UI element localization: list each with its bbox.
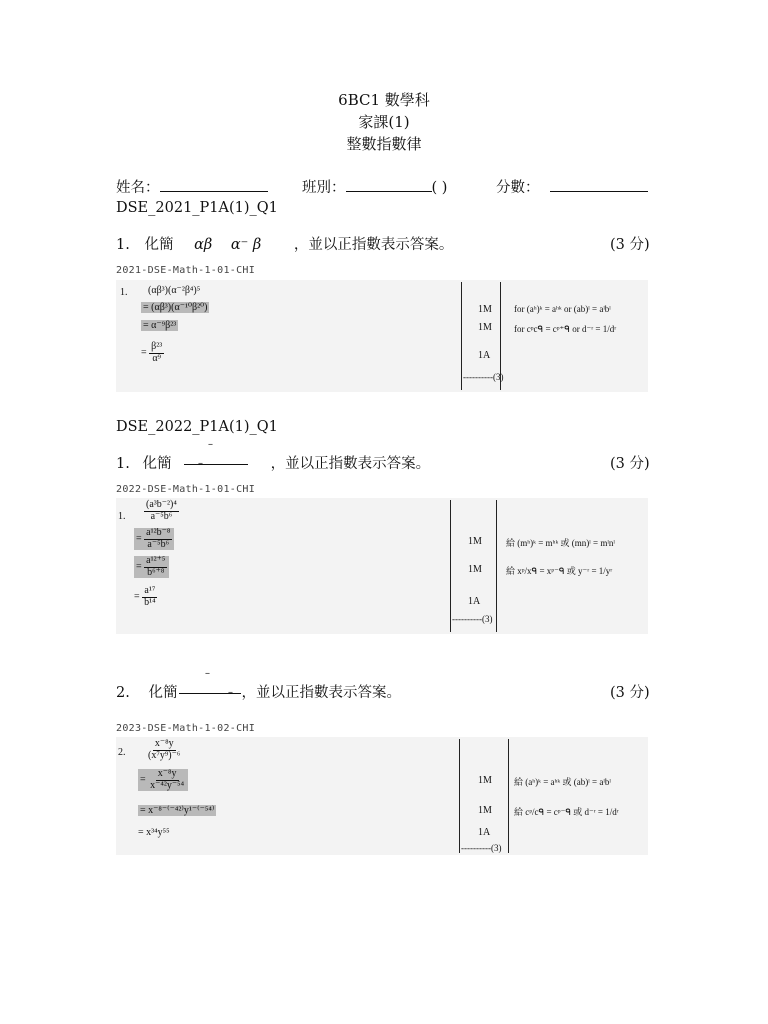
mark-2: 1M [478, 805, 492, 816]
question-marks: (3 分) [610, 456, 650, 472]
scan-step-2: = (αβ³)(α⁻¹⁰β²⁰) [143, 302, 208, 313]
scan-step-1: (αβ³)(α⁻²β⁴)⁵ [148, 285, 201, 296]
scan-lhs: $\frac{\text{x⁻⁸y}}{\text{(x⁷y⁹)⁻⁶}}$ [148, 738, 181, 761]
source-tag: 2022-DSE-Math-1-01-CHI [116, 484, 256, 495]
mark-total: ----------(3) [461, 843, 502, 853]
score-field[interactable] [550, 177, 648, 192]
question-expression-a: αβ [194, 237, 213, 253]
question-verb: 化簡 [142, 456, 172, 472]
class-group [302, 176, 447, 197]
source-tag: 2021-DSE-Math-1-01-CHI [116, 265, 256, 276]
scan-answer: = $\frac{\text{a¹⁷}}{\text{b¹⁴}}$ [134, 585, 156, 608]
fraction-bottom-mark: – [198, 458, 203, 469]
scan-divider-left [459, 739, 460, 853]
doc-topic: 整數指數律 [346, 135, 422, 153]
doc-subtitle: 家課(1) [358, 113, 410, 131]
scan-divider-left [450, 500, 451, 632]
scan-question-number: 1. [120, 287, 128, 298]
question-comma: ， [241, 685, 256, 701]
score-group [496, 176, 648, 197]
question-instruction: 並以正指數表示答案。 [285, 456, 431, 472]
mark-1: 1M [468, 536, 482, 547]
question-1-2021 [116, 233, 453, 254]
rule-1: 給 (aʰ)ᵏ = aʰᵏ 或 (ab)ˡ = aˡbˡ [514, 777, 611, 787]
class-number-paren: ( ) [431, 180, 448, 196]
rule-2: 給 cᵖ/cᑫ = cᵖ⁻ᑫ 或 d⁻ʳ = 1/dʳ [514, 807, 619, 817]
rule-1: for (aʰ)ᵏ = aʰᵏ or (ab)ˡ = aˡbˡ [514, 304, 611, 314]
question-fraction-bar [184, 464, 248, 465]
question-comma: ， [293, 237, 309, 253]
rule-2: 給 xᵖ/xᑫ = xᵖ⁻ᑫ 或 y⁻ʳ = 1/yʳ [506, 566, 613, 576]
marking-scheme-scan-2023 [116, 737, 648, 855]
question-marks: (3 分) [610, 237, 650, 253]
question-number: 1. [116, 456, 130, 472]
mark-3: 1A [478, 350, 491, 361]
scan-divider-right [508, 739, 509, 853]
mark-2: 1M [468, 564, 482, 575]
scan-step-2: = x⁻⁸⁻⁽⁻⁴²⁾y¹⁻⁽⁻⁵⁴⁾ [140, 805, 215, 816]
scan-answer: = $\frac{\text{β²³}}{\text{α⁹}}$ [141, 341, 163, 364]
source-tag: 2023-DSE-Math-1-02-CHI [116, 723, 256, 734]
scan-step-1: = $\frac{\text{a¹²b⁻⁸}}{\text{a⁻⁵b⁶}}$ [134, 528, 174, 550]
question-marks: (3 分) [610, 685, 650, 701]
mark-3: 1A [478, 827, 491, 838]
mark-3: 1A [468, 596, 481, 607]
question-number: 1. [116, 237, 130, 253]
class-label: 班別： [302, 180, 346, 196]
scan-step-2: = $\frac{\text{a¹²⁺⁵}}{\text{b⁶⁺⁸}}$ [134, 556, 169, 578]
question-2-2023 [116, 681, 401, 702]
question-instruction: 並以正指數表示答案。 [308, 237, 454, 253]
fraction-top-mark: – [208, 439, 213, 450]
question-verb: 化簡 [148, 685, 178, 701]
scan-divider-right [496, 500, 497, 632]
question-comma: ， [270, 456, 286, 472]
fraction-top-mark: – [205, 668, 210, 679]
rule-1: 給 (mʰ)ᵏ = mʰᵏ 或 (mn)ˡ = mˡnˡ [506, 538, 615, 548]
mark-total: ----------(3) [463, 372, 504, 382]
mark-total: ----------(3) [452, 614, 493, 624]
rule-2: for cᵖcᑫ = cᵖ⁺ᑫ or d⁻ʳ = 1/dʳ [514, 324, 617, 334]
score-label: 分數： [496, 180, 540, 196]
scan-answer: = x³⁴y⁵⁵ [138, 827, 170, 838]
marking-scheme-scan-2021 [116, 280, 648, 392]
marking-scheme-scan-2022 [116, 498, 648, 634]
mark-2: 1M [478, 322, 492, 333]
scan-lhs: $\frac{\text{(a³b⁻²)⁴}}{\text{a⁻⁵b⁶}}$ [146, 499, 177, 522]
scan-step-1: = $\frac{\text{x⁻⁸y}}{\text{x⁻⁴²y⁻⁵⁴}}$ [138, 769, 188, 791]
scan-question-number: 1. [118, 511, 126, 522]
mark-1: 1M [478, 304, 492, 315]
info-row [116, 176, 268, 197]
scan-step-3: = α⁻⁹β²³ [143, 320, 177, 331]
scan-question-number: 2. [118, 747, 126, 758]
question-expression-b: α⁻ β [230, 237, 262, 253]
section-code: DSE_2022_P1A(1)_Q1 [116, 419, 278, 435]
doc-title: 6BC1 數學科 [338, 91, 430, 109]
name-field[interactable] [160, 177, 268, 192]
class-field[interactable] [346, 177, 432, 192]
question-1-2022 [116, 452, 430, 473]
question-verb: 化簡 [144, 237, 174, 253]
section-code: DSE_2021_P1A(1)_Q1 [116, 200, 278, 216]
question-instruction: 並以正指數表示答案。 [255, 685, 401, 701]
question-number: 2. [116, 685, 130, 701]
scan-divider-left [461, 282, 462, 390]
name-label: 姓名： [116, 180, 160, 196]
fraction-bottom-mark: – [228, 687, 233, 698]
mark-1: 1M [478, 775, 492, 786]
